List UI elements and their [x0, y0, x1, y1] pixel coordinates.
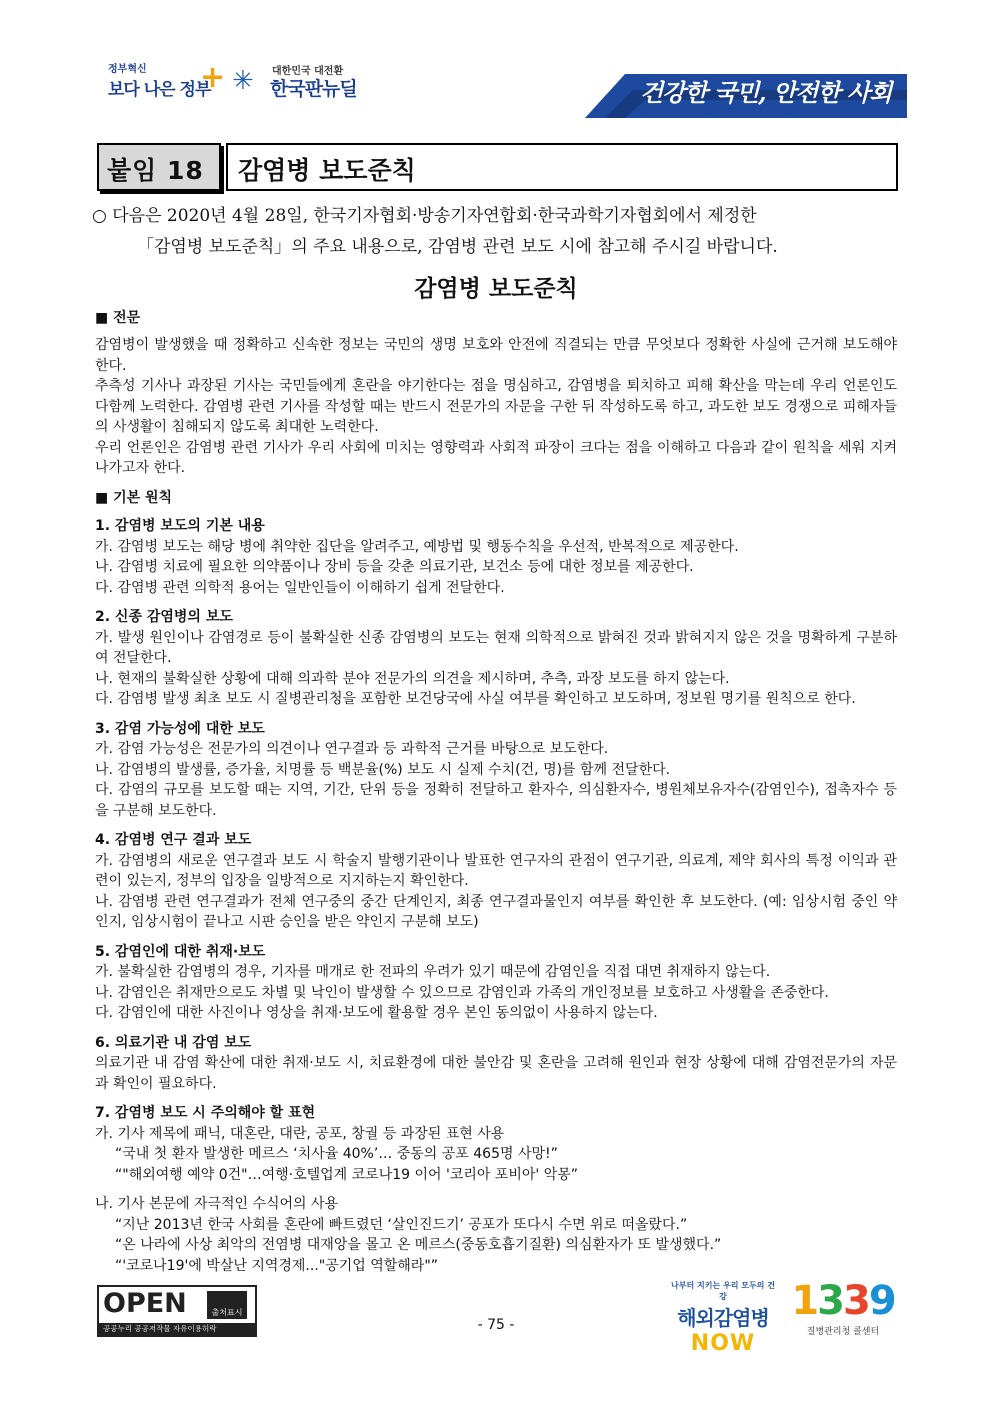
list-item: 다. 감염병 발생 최초 보도 시 질병관리청을 포함한 보건당국에 사실 여부를 확인하고 보도하며, 정보원 명기를 원칙으로 한다. — [95, 691, 856, 707]
section-title: 1. 감염병 보도의 기본 내용 — [95, 518, 265, 534]
page-title: 감염병 보도준칙 — [238, 156, 416, 185]
overseas-infection-now-logo — [668, 1280, 778, 1356]
preamble-paragraph: 감염병이 발생했을 때 정확하고 신속한 정보는 국민의 생명 보호와 안전에 직결되는 만큼 무엇보다 정확한 사실에 근거해 보도해야 한다. — [95, 337, 897, 374]
page-header — [0, 0, 992, 135]
section-title: 2. 신종 감염병의 보도 — [95, 609, 233, 625]
logoR1-now-text: NOW — [690, 1331, 756, 1356]
plus-icon: + — [200, 60, 226, 95]
preamble-body — [95, 335, 897, 479]
kdca-1339-logo — [788, 1278, 898, 1342]
list-item: 가. 감염 가능성은 전문가의 의견이나 연구결과 등 과학적 근거를 바탕으로 보도한다. — [95, 741, 609, 757]
list-item: 가. 발생 원인이나 감염경로 등이 불확실한 신종 감염병의 보도는 현재 의학적으로 밝혀진 것과 밝혀지지 않은 것을 명확하게 구분하여 전달한다. — [95, 629, 897, 666]
list-item: 나. 감염병 치료에 필요한 의약품이나 장비 등을 갖춘 의료기관, 보건소 등에 대한 정보를 제공한다. — [95, 559, 694, 575]
logoR2-text: 질병관리청 콜센터 — [806, 1327, 880, 1337]
document-title: 감염병 보도준칙 — [414, 275, 578, 302]
example-quote: “온 나라에 사상 최악의 전염병 대재앙을 몰고 온 메르스(중동호흡기질환) 의심환자가 또 발생했다.” — [115, 1237, 722, 1253]
example-quote: “국내 첫 환자 발생한 메르스 ‘치사율 40%’… 중동의 공포 465명 사망!” — [115, 1146, 558, 1162]
section-title: 5. 감염인에 대한 취재·보도 — [95, 943, 266, 960]
attachment-tag — [97, 143, 221, 191]
list-item: 가. 감염병의 새로운 연구결과 보도 시 학술지 발행기관이나 발표한 연구자의 관점이 연구기관, 의료계, 제약 회사의 특정 이익과 관련이 있는지, 정부의 입장을 일방적으로 지지하는지 확인한다. — [95, 852, 897, 889]
gov-innovation-logo — [108, 60, 226, 108]
list-item: 나. 현재의 불확실한 상황에 대해 의과학 분야 전문가의 의견을 제시하며, 추측, 과장 보도를 하지 않는다. — [95, 670, 730, 687]
list-item: 나. 감염인은 취재만으로도 차별 및 낙인이 발생할 수 있으므로 감염인과 가족의 개인정보를 보호하고 사생활을 존중한다. — [95, 984, 829, 1001]
list-item: 가. 감염병 보도는 해당 병에 취약한 집단을 알려주고, 예방법 및 행동수칙을 우선적, 반복적으로 제공한다. — [95, 538, 739, 555]
preamble-paragraph: 추측성 기사나 과장된 기사는 국민들에게 혼란을 야기한다는 점을 명심하고, 감염병을 퇴치하고 피해 확산을 막는데 우리 언론인도 다함께 노력한다. 감염병 관련 기사를 작성할 때는 반드시 전문가의 자문을 구한 뒤 작성하도록 하고, 과도한 보도 경쟁으로 피해자들의 사생활이 침해되지 않도록 최대한 노력한다. — [95, 378, 897, 435]
attribution-badge-icon: 출처표시 — [207, 1291, 247, 1319]
open-license-text: 공공누리 공공저작물 자유이용허락 — [99, 1323, 255, 1335]
intro-line-2: 「감염병 보도준칙」의 주요 내용으로, 감염병 관련 보도 시에 참고해 주시길 바랍니다. — [137, 237, 778, 257]
list-item: 다. 감염의 규모를 보도할 때는 지역, 기간, 단위 등을 정확히 전달하고 환자수, 의심환자수, 병원체보유자수(감염인수), 접촉자수 등을 구분해 보도한다. — [95, 782, 897, 819]
example-quote: “"해외여행 예약 0건"…여행·호텔업계 코로나19 이어 '코리아 포비아' 악몽” — [115, 1166, 579, 1183]
page-title-box — [226, 143, 898, 191]
section-title: 6. 의료기관 내 감염 보도 — [95, 1034, 252, 1051]
section-title: 3. 감염 가능성에 대한 보도 — [95, 720, 265, 737]
section-title: 7. 감염병 보도 시 주의해야 할 표현 — [95, 1105, 316, 1121]
new-deal-mark-icon: ✳ — [232, 66, 254, 96]
preamble-paragraph: 우리 언론인은 감염병 관련 기사가 우리 사회에 미치는 영향력과 사회적 파장이 크다는 점을 이해하고 다음과 같이 원칙을 세워 지켜나가고자 한다. — [95, 439, 897, 476]
section-title: 4. 감염병 연구 결과 보도 — [95, 832, 252, 848]
example-quote: “지난 2013년 한국 사회를 혼란에 빠트렸던 ‘살인진드기’ 공포가 또다시 수면 위로 떠올랐다.” — [115, 1216, 688, 1233]
principles-heading: ■ 기본 원칙 — [95, 490, 173, 506]
slogan-text: 건강한 국민, 안전한 사회 — [640, 78, 892, 107]
example-quote: “'코로나19'에 박살난 지역경제..."공기업 역할해라"” — [115, 1257, 439, 1274]
list-item: 나. 기사 본문에 자극적인 수식어의 사용 — [95, 1196, 339, 1212]
page-number: - 75 - — [477, 1317, 515, 1333]
list-item: 나. 감염병 관련 연구결과가 전체 연구중의 중간 단계인지, 최종 연구결과물인지 여부를 확인한 후 보도한다. (예: 임상시험 중인 약인지, 임상시험이 끝나고 시판 승인을 받은 약인지 구분해 보도) — [95, 893, 897, 930]
intro-line-1: ○ 다음은 2020년 4월 28일, 한국기자협회·방송기자연합회·한국과학기자협회에서 제정한 — [92, 206, 757, 226]
section-text: 의료기관 내 감염 확산에 대한 취재·보도 시, 치료환경에 대한 불안감 및 혼란을 고려해 원인과 현장 상황에 대해 감염전문가의 자문과 확인이 필요하다. — [95, 1055, 897, 1092]
preamble-heading: ■ 전문 — [95, 310, 141, 326]
logo2-small-text: 대한민국 대전환 — [272, 66, 344, 77]
list-item: 가. 불확실한 감염병의 경우, 기자를 매개로 한 전파의 우려가 있기 때문에 감염인을 직접 대면 취재하지 않는다. — [95, 964, 771, 980]
logoR1-main-text: 해외감염병 — [677, 1306, 769, 1330]
list-item: 다. 감염인에 대한 사진이나 영상을 취재·보도에 활용할 경우 본인 동의없이 사용하지 않는다. — [95, 1005, 658, 1021]
list-item: 다. 감염병 관련 의학적 용어는 일반인들이 이해하기 쉽게 전달한다. — [95, 579, 505, 596]
logo1-small-text: 정부혁신 — [108, 64, 147, 75]
logo1-main-text: 보다 나은 정부 — [108, 80, 211, 100]
principles-body — [95, 516, 897, 1276]
korean-new-deal-logo — [232, 62, 382, 107]
intro-paragraph — [92, 201, 900, 263]
logo2-main-text: 한국판뉴딜 — [270, 78, 357, 100]
open-label: OPEN — [103, 1288, 187, 1319]
list-item: 나. 감염병의 발생률, 증가율, 치명률 등 백분율(%) 보도 시 실제 수치(건, 명)를 함께 전달한다. — [95, 761, 671, 778]
logoR2-number: 1339 — [791, 1278, 895, 1324]
list-item: 가. 기사 제목에 패닉, 대혼란, 대란, 공포, 창궐 등 과장된 표현 사용 — [95, 1125, 505, 1142]
logoR1-small-text: 나부터 지키는 우리 모두의 건강 — [671, 1281, 775, 1301]
attachment-tag-text: 붙임 18 — [107, 156, 204, 185]
